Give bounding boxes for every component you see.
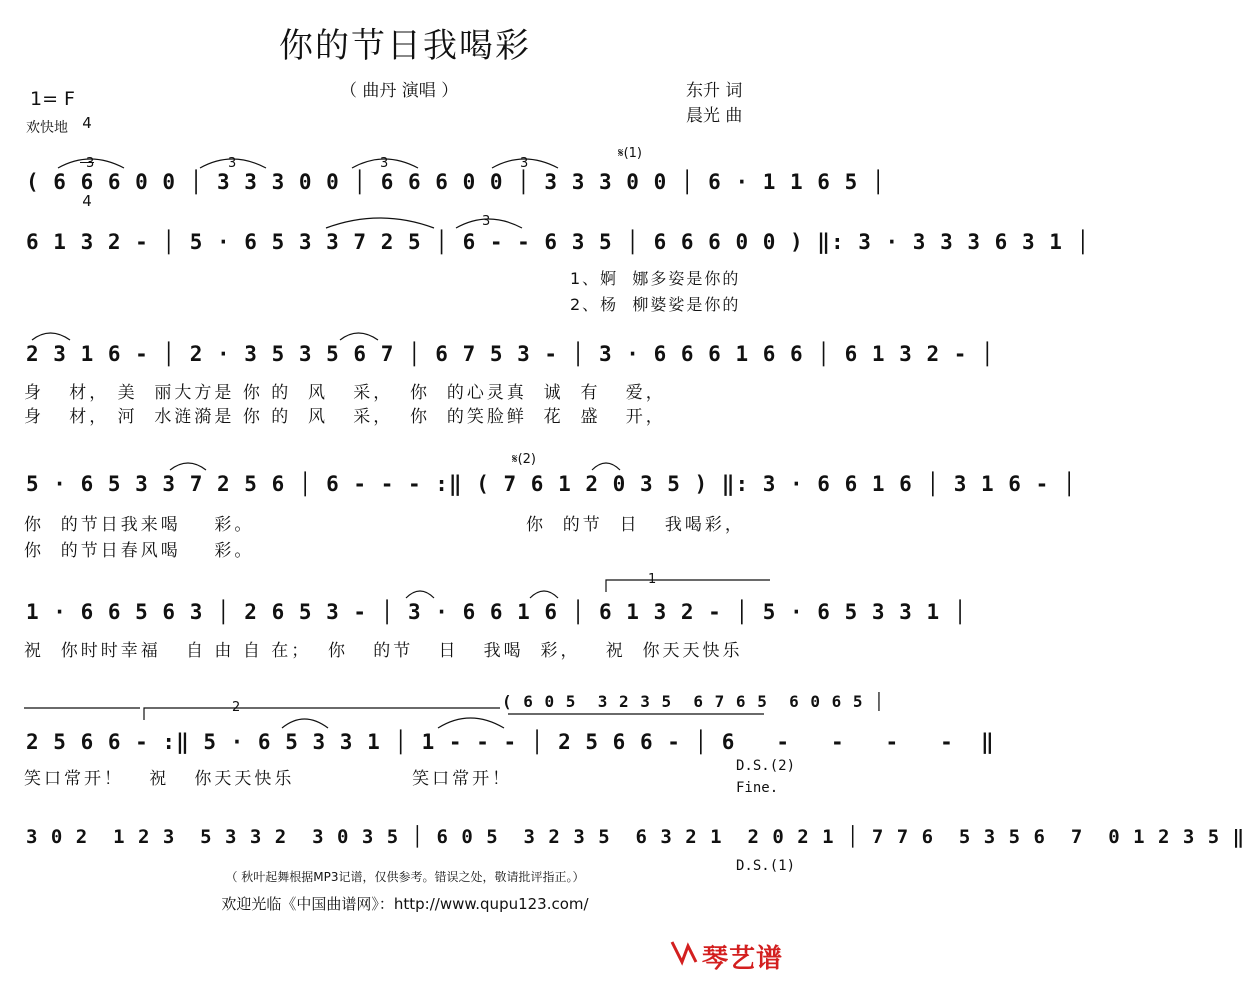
- transcriber-note: （ 秋叶起舞根据MP3记谱，仅供参考。错误之处，敬请批评指正。）: [225, 870, 585, 884]
- time-signature-bottom: 4: [82, 192, 92, 210]
- triplet-mark: 3: [380, 156, 389, 171]
- composer-credit: 晨光 曲: [686, 106, 743, 126]
- volta-2-label: 2: [232, 700, 241, 715]
- key-signature: 1= F: [30, 88, 75, 110]
- notation-row-4: 5 · 6 5 3 3 7 2 5 6 │ 6 - - - :‖ ( 7 6 1 2 0 3 5 ) ‖: 3 · 6 6 1 6 │ 3 1 6 - │: [26, 472, 1077, 496]
- site-welcome: 欢迎光临《中国曲谱网》：http://www.qupu123.com/: [221, 895, 589, 913]
- ds1-mark: D.S.(1): [736, 858, 796, 874]
- lyric-line: 你 的节日我来喝 彩。: [24, 515, 255, 535]
- time-signature: [80, 86, 94, 224]
- notation-row-5: 1 · 6 6 5 6 3 │ 2 6 5 3 - │ 3 · 6 6 1 6 │ 6 1 3 2 - │ 5 · 6 5 3 3 1 │: [26, 600, 968, 624]
- notation-row-1: ( 6 6 6 0 0 │ 3 3 3 0 0 │ 6 6 6 0 0 │ 3 3 3 0 0 │ 6 · 1 1 6 5 │: [26, 170, 886, 194]
- logo-icon: [668, 936, 700, 968]
- triplet-mark: 3: [86, 156, 95, 171]
- lyric-line: 2、杨 柳婆娑是你的: [570, 295, 741, 314]
- notation-row-7: 3 0 2 1 2 3 5 3 3 2 3 0 3 5 │ 6 0 5 3 2 3 5 6 3 2 1 2 0 2 1 │ 7 7 6 5 3 5 6 7 0 1 2 3 5 ‖: [26, 826, 1245, 848]
- triplet-mark: 3: [228, 156, 237, 171]
- ds2-mark: D.S.(2): [736, 758, 796, 774]
- triplet-mark: 3: [520, 156, 529, 171]
- segno-1-icon: 𝄋(1): [618, 146, 643, 161]
- fine-mark: Fine.: [736, 780, 779, 796]
- time-signature-top: 4: [82, 114, 92, 132]
- notation-row-2: 6 1 3 2 - │ 5 · 6 5 3 3 7 2 5 │ 6 - - 6 3 5 │ 6 6 6 0 0 ) ‖: 3 · 3 3 3 6 3 1 │: [26, 230, 1091, 254]
- lyricist-credit: 东升 词: [686, 81, 743, 101]
- notation-row-3: 2 3 1 6 - │ 2 · 3 5 3 5 6 7 │ 6 7 5 3 - │ 3 · 6 6 6 1 6 6 │ 6 1 3 2 - │: [26, 342, 995, 366]
- lyric-line: 你 的节 日 我喝彩，: [526, 515, 745, 535]
- song-title: 你的节日我喝彩: [279, 26, 531, 66]
- tempo-marking: 欢快地: [26, 120, 68, 136]
- logo-text: 琴艺谱: [702, 944, 784, 974]
- segno-2-icon: 𝄋(2): [512, 452, 537, 467]
- lyric-line: 身 材， 河 水涟漪是 你 的 风 采， 你 的笑脸鲜 花 盛 开，: [24, 407, 666, 427]
- lyric-line: 身 材， 美 丽大方是 你 的 风 采， 你 的心灵真 诚 有 爱，: [24, 383, 666, 403]
- lyric-line: 1、婀 娜多姿是你的: [570, 269, 741, 288]
- lyric-line: 笑口常开！ 祝 你天天快乐 笑口常开！: [24, 769, 513, 789]
- notation-row-6: 2 5 6 6 - :‖ 5 · 6 5 3 3 1 │ 1 - - - │ 2 5 6 6 - │ 6 - - - - ‖: [26, 730, 995, 754]
- volta-1-label: 1: [648, 572, 657, 587]
- triplet-mark: 3: [482, 214, 491, 229]
- lyric-line: 你 的节日春风喝 彩。: [24, 541, 255, 561]
- interlude-upper-staff: ( 6 0 5 3 2 3 5 6 7 6 5 6 0 6 5 │: [502, 692, 885, 711]
- singer-credit: （ 曲丹 演唱 ）: [340, 81, 459, 101]
- lyric-line: 祝 你时时幸福 自 由 自 在； 你 的节 日 我喝 彩， 祝 你天天快乐: [24, 641, 743, 661]
